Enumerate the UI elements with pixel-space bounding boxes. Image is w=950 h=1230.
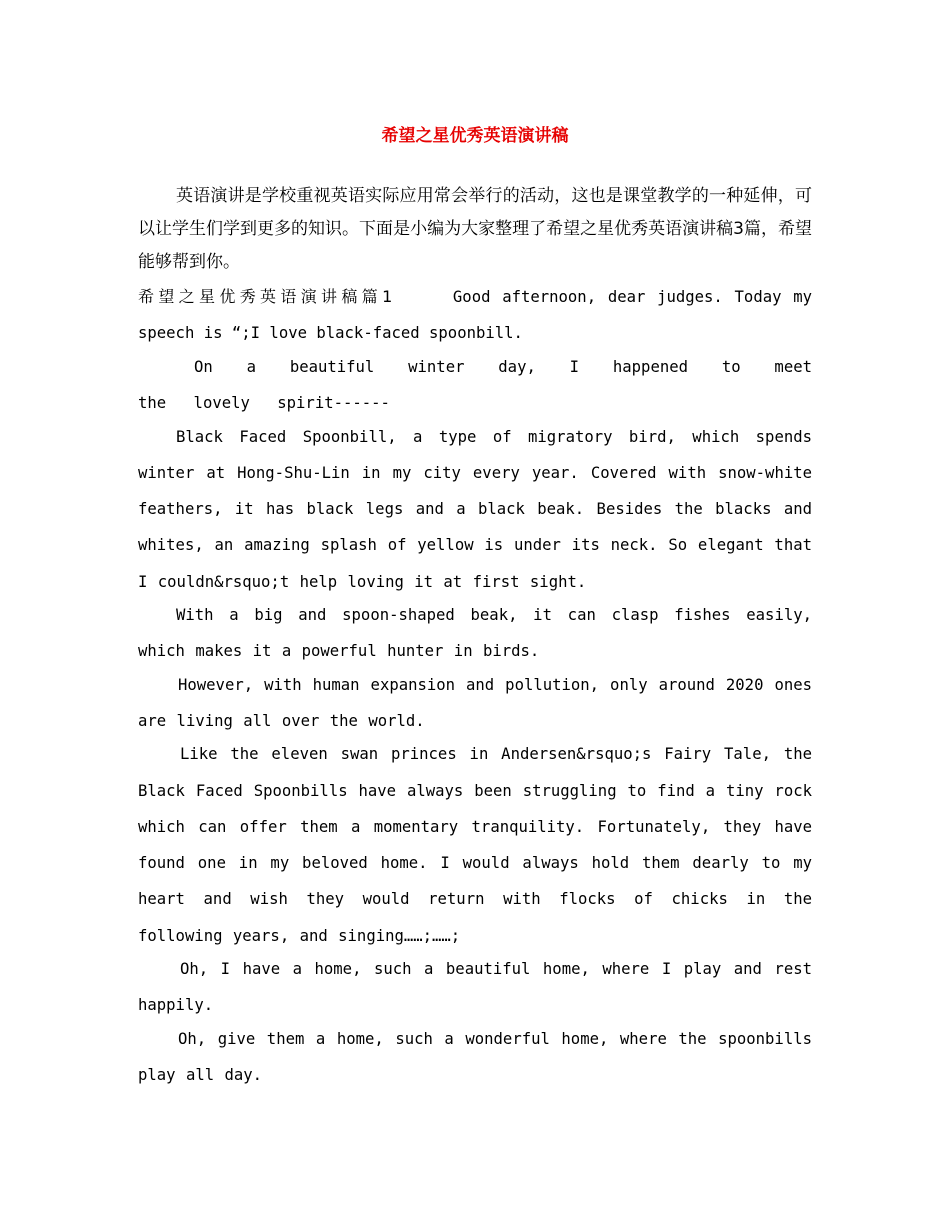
body-paragraph: However, with human expansion and pollution, only around 2020 ones are living all over the world. [138, 675, 812, 730]
document-title: 希望之星优秀英语演讲稿 [381, 126, 569, 146]
body-paragraph: Oh, give them a home, such a wonderful home, where the spoonbills play all day. [138, 1029, 812, 1084]
body-paragraph: Oh, I have a home, such a beautiful home, where I play and rest happily. [138, 960, 812, 1015]
section-heading: 希望之星优秀英语演讲稿篇1 [138, 287, 395, 306]
document-body [138, 118, 812, 1090]
intro-paragraph: 英语演讲是学校重视英语实际应用常会举行的活动，这也是课堂教学的一种延伸，可以让学生们学到更多的知识。下面是小编为大家整理了希望之星优秀英语演讲稿3篇，希望能够帮到你。 [138, 186, 812, 272]
body-paragraph: Like the eleven swan princes in Andersen&rsquo;s Fairy Tale, the Black Faced Spoonbills have always been struggling to find a tiny rock which can offer them a momentary tranquility. Fortunately, they have found one in my beloved home. I would always hold them dearly to my heart and wish they would return with flocks of chicks in the following years, and singing……;……; [138, 745, 812, 945]
body-paragraph: Black Faced Spoonbill, a type of migratory bird, which spends winter at Hong-Shu-Lin in my city every year. Covered with snow-white feathers, it has black legs and a black beak. Besides the blacks and whites, an amazing splash of yellow is under its neck. So elegant that I couldn&rsquo;t help loving it at first sight. [138, 427, 812, 591]
section-1-opening [138, 279, 812, 351]
body-paragraph: On a beautiful winter day, I happened to meet the lovely spirit------ [138, 358, 812, 413]
body-paragraph: With a big and spoon-shaped beak, it can clasp fishes easily, which makes it a powerful hunter in birds. [138, 606, 812, 661]
section-opening-text: Good afternoon, dear judges. Today my speech is “;I love black-faced spoonbill. [138, 288, 812, 342]
